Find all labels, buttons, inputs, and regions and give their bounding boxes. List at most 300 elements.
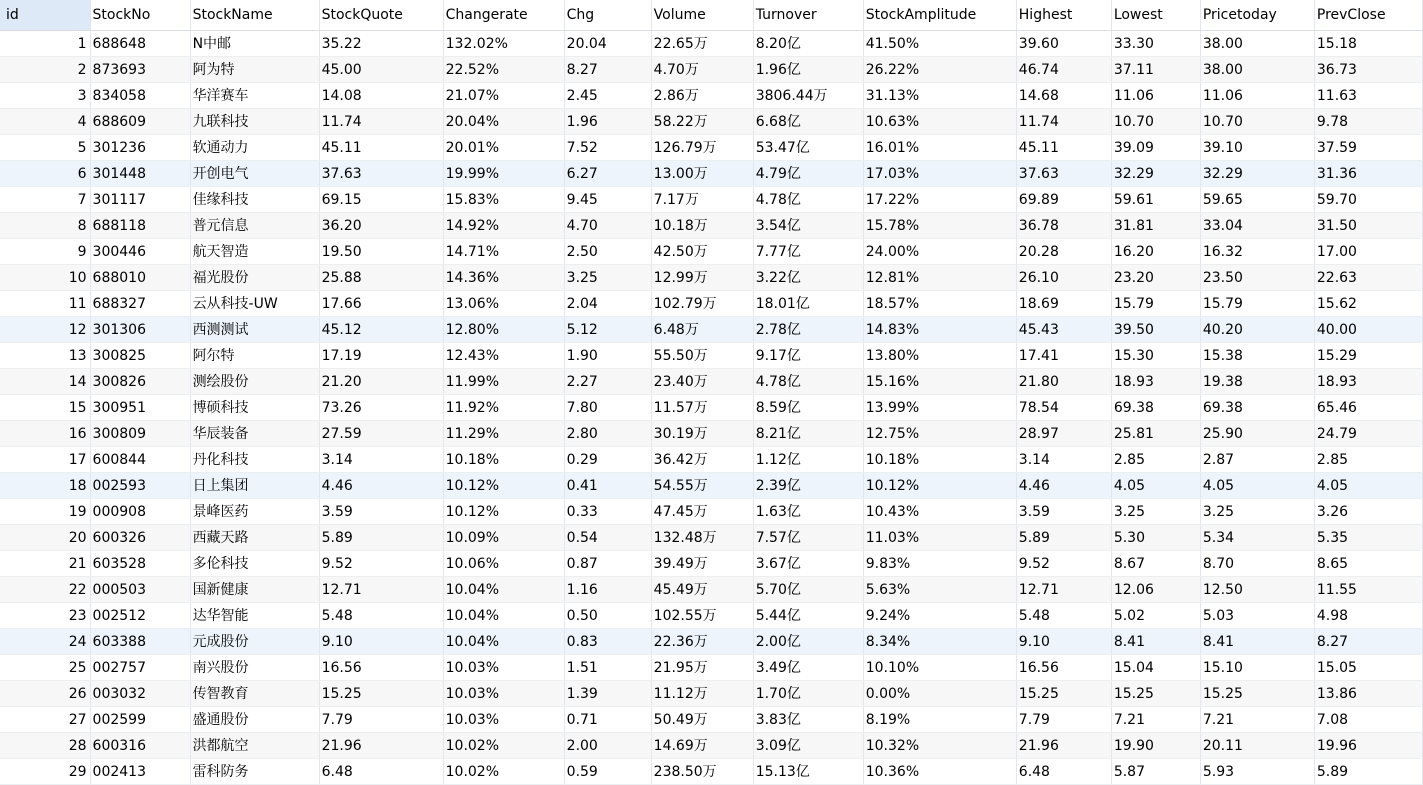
cell-stockquote[interactable]: 17.66 [319,291,443,317]
table-row[interactable] [0,655,1423,681]
cell-id[interactable]: 11 [0,291,90,317]
cell-volume[interactable]: 12.99万 [651,265,753,291]
cell-stockno[interactable]: 002757 [90,655,190,681]
cell-chg[interactable]: 1.90 [564,343,651,369]
cell-stockname[interactable]: 西藏天路 [190,525,319,551]
cell-stockname[interactable]: 南兴股份 [190,655,319,681]
cell-changerate[interactable]: 20.01% [443,135,564,161]
cell-pricetoday[interactable]: 7.21 [1200,707,1314,733]
cell-id[interactable]: 29 [0,759,90,785]
cell-pricetoday[interactable]: 5.03 [1200,603,1314,629]
cell-highest[interactable]: 7.79 [1016,707,1111,733]
cell-turnover[interactable]: 2.00亿 [753,629,863,655]
cell-turnover[interactable]: 8.59亿 [753,395,863,421]
cell-stockname[interactable]: 盛通股份 [190,707,319,733]
column-header-prevclose[interactable]: PrevClose [1314,0,1422,31]
cell-highest[interactable]: 9.52 [1016,551,1111,577]
cell-pricetoday[interactable]: 8.70 [1200,551,1314,577]
cell-stockname[interactable]: 开创电气 [190,161,319,187]
cell-pricetoday[interactable]: 15.38 [1200,343,1314,369]
cell-volume[interactable]: 6.48万 [651,317,753,343]
table-row[interactable] [0,525,1423,551]
cell-id[interactable]: 16 [0,421,90,447]
cell-prevclose[interactable]: 24.79 [1314,421,1422,447]
cell-changerate[interactable]: 14.71% [443,239,564,265]
cell-stockno[interactable]: 002599 [90,707,190,733]
cell-volume[interactable]: 2.86万 [651,83,753,109]
cell-stockname[interactable]: 西测测试 [190,317,319,343]
column-header-highest[interactable]: Highest [1016,0,1111,31]
cell-stockno[interactable]: 002413 [90,759,190,785]
cell-stockquote[interactable]: 45.00 [319,57,443,83]
cell-changerate[interactable]: 10.04% [443,629,564,655]
cell-stockno[interactable]: 000503 [90,577,190,603]
cell-prevclose[interactable]: 22.63 [1314,265,1422,291]
cell-stockno[interactable]: 834058 [90,83,190,109]
cell-turnover[interactable]: 15.13亿 [753,759,863,785]
cell-stockamplitude[interactable]: 9.83% [863,551,1016,577]
cell-stockname[interactable]: 博硕科技 [190,395,319,421]
cell-lowest[interactable]: 5.02 [1111,603,1200,629]
cell-changerate[interactable]: 10.04% [443,577,564,603]
cell-stockno[interactable]: 003032 [90,681,190,707]
cell-highest[interactable]: 14.68 [1016,83,1111,109]
cell-turnover[interactable]: 8.21亿 [753,421,863,447]
cell-prevclose[interactable]: 19.96 [1314,733,1422,759]
cell-chg[interactable]: 1.39 [564,681,651,707]
cell-changerate[interactable]: 12.43% [443,343,564,369]
cell-volume[interactable]: 13.00万 [651,161,753,187]
cell-volume[interactable]: 132.48万 [651,525,753,551]
cell-pricetoday[interactable]: 69.38 [1200,395,1314,421]
cell-id[interactable]: 18 [0,473,90,499]
cell-id[interactable]: 6 [0,161,90,187]
table-row[interactable] [0,681,1423,707]
cell-stockno[interactable]: 301236 [90,135,190,161]
cell-id[interactable]: 14 [0,369,90,395]
cell-prevclose[interactable]: 11.55 [1314,577,1422,603]
cell-pricetoday[interactable]: 5.34 [1200,525,1314,551]
cell-lowest[interactable]: 37.11 [1111,57,1200,83]
cell-stockquote[interactable]: 3.59 [319,499,443,525]
cell-stockno[interactable]: 873693 [90,57,190,83]
cell-stockno[interactable]: 301306 [90,317,190,343]
table-row[interactable] [0,31,1423,57]
cell-stockquote[interactable]: 12.71 [319,577,443,603]
cell-prevclose[interactable]: 37.59 [1314,135,1422,161]
cell-highest[interactable]: 20.28 [1016,239,1111,265]
cell-stockname[interactable]: 元成股份 [190,629,319,655]
table-row[interactable] [0,83,1423,109]
cell-chg[interactable]: 7.52 [564,135,651,161]
cell-prevclose[interactable]: 59.70 [1314,187,1422,213]
cell-volume[interactable]: 45.49万 [651,577,753,603]
cell-highest[interactable]: 3.14 [1016,447,1111,473]
cell-prevclose[interactable]: 18.93 [1314,369,1422,395]
cell-volume[interactable]: 47.45万 [651,499,753,525]
cell-stockquote[interactable]: 25.88 [319,265,443,291]
cell-turnover[interactable]: 1.12亿 [753,447,863,473]
cell-chg[interactable]: 2.00 [564,733,651,759]
cell-pricetoday[interactable]: 3.25 [1200,499,1314,525]
cell-changerate[interactable]: 10.12% [443,499,564,525]
cell-stockname[interactable]: 软通动力 [190,135,319,161]
cell-pricetoday[interactable]: 59.65 [1200,187,1314,213]
column-header-stockquote[interactable]: StockQuote [319,0,443,31]
cell-stockamplitude[interactable]: 10.36% [863,759,1016,785]
cell-prevclose[interactable]: 31.36 [1314,161,1422,187]
cell-stockno[interactable]: 600844 [90,447,190,473]
cell-stockname[interactable]: 雷科防务 [190,759,319,785]
cell-stockname[interactable]: 日上集团 [190,473,319,499]
cell-chg[interactable]: 2.45 [564,83,651,109]
cell-turnover[interactable]: 5.70亿 [753,577,863,603]
table-row[interactable] [0,421,1423,447]
cell-stockname[interactable]: 华辰装备 [190,421,319,447]
cell-id[interactable]: 13 [0,343,90,369]
cell-pricetoday[interactable]: 38.00 [1200,31,1314,57]
cell-stockno[interactable]: 688118 [90,213,190,239]
cell-id[interactable]: 26 [0,681,90,707]
cell-stockname[interactable]: 华洋赛车 [190,83,319,109]
cell-prevclose[interactable]: 65.46 [1314,395,1422,421]
column-header-chg[interactable]: Chg [564,0,651,31]
cell-stockquote[interactable]: 15.25 [319,681,443,707]
cell-highest[interactable]: 21.80 [1016,369,1111,395]
column-header-pricetoday[interactable]: Pricetoday [1200,0,1314,31]
cell-stockquote[interactable]: 21.20 [319,369,443,395]
cell-changerate[interactable]: 10.03% [443,655,564,681]
cell-chg[interactable]: 0.50 [564,603,651,629]
cell-turnover[interactable]: 9.17亿 [753,343,863,369]
cell-highest[interactable]: 78.54 [1016,395,1111,421]
cell-changerate[interactable]: 10.04% [443,603,564,629]
cell-changerate[interactable]: 13.06% [443,291,564,317]
cell-id[interactable]: 17 [0,447,90,473]
cell-pricetoday[interactable]: 5.93 [1200,759,1314,785]
cell-changerate[interactable]: 11.29% [443,421,564,447]
cell-stockname[interactable]: 普元信息 [190,213,319,239]
cell-turnover[interactable]: 8.20亿 [753,31,863,57]
cell-id[interactable]: 7 [0,187,90,213]
table-row[interactable] [0,447,1423,473]
cell-highest[interactable]: 11.74 [1016,109,1111,135]
cell-lowest[interactable]: 15.25 [1111,681,1200,707]
table-row[interactable] [0,239,1423,265]
cell-id[interactable]: 21 [0,551,90,577]
cell-lowest[interactable]: 8.67 [1111,551,1200,577]
table-row[interactable] [0,109,1423,135]
cell-prevclose[interactable]: 3.26 [1314,499,1422,525]
cell-chg[interactable]: 0.33 [564,499,651,525]
cell-id[interactable]: 20 [0,525,90,551]
cell-lowest[interactable]: 19.90 [1111,733,1200,759]
cell-stockno[interactable]: 300951 [90,395,190,421]
cell-chg[interactable]: 7.80 [564,395,651,421]
cell-highest[interactable]: 3.59 [1016,499,1111,525]
cell-changerate[interactable]: 10.03% [443,681,564,707]
table-row[interactable] [0,291,1423,317]
cell-pricetoday[interactable]: 12.50 [1200,577,1314,603]
cell-id[interactable]: 8 [0,213,90,239]
cell-stockamplitude[interactable]: 10.12% [863,473,1016,499]
cell-turnover[interactable]: 4.79亿 [753,161,863,187]
cell-lowest[interactable]: 8.41 [1111,629,1200,655]
cell-stockamplitude[interactable]: 31.13% [863,83,1016,109]
cell-chg[interactable]: 6.27 [564,161,651,187]
cell-lowest[interactable]: 31.81 [1111,213,1200,239]
cell-stockno[interactable]: 300446 [90,239,190,265]
cell-turnover[interactable]: 53.47亿 [753,135,863,161]
cell-pricetoday[interactable]: 11.06 [1200,83,1314,109]
column-header-turnover[interactable]: Turnover [753,0,863,31]
cell-chg[interactable]: 0.83 [564,629,651,655]
cell-lowest[interactable]: 3.25 [1111,499,1200,525]
cell-stockquote[interactable]: 5.89 [319,525,443,551]
cell-stockamplitude[interactable]: 15.16% [863,369,1016,395]
cell-stockquote[interactable]: 5.48 [319,603,443,629]
cell-pricetoday[interactable]: 10.70 [1200,109,1314,135]
cell-lowest[interactable]: 32.29 [1111,161,1200,187]
cell-stockname[interactable]: 达华智能 [190,603,319,629]
cell-prevclose[interactable]: 9.78 [1314,109,1422,135]
cell-lowest[interactable]: 5.30 [1111,525,1200,551]
cell-prevclose[interactable]: 15.62 [1314,291,1422,317]
cell-volume[interactable]: 11.12万 [651,681,753,707]
cell-prevclose[interactable]: 8.65 [1314,551,1422,577]
cell-stockamplitude[interactable]: 8.34% [863,629,1016,655]
cell-changerate[interactable]: 10.12% [443,473,564,499]
cell-chg[interactable]: 3.25 [564,265,651,291]
cell-pricetoday[interactable]: 20.11 [1200,733,1314,759]
cell-id[interactable]: 22 [0,577,90,603]
cell-stockamplitude[interactable]: 13.99% [863,395,1016,421]
cell-stockamplitude[interactable]: 10.43% [863,499,1016,525]
cell-changerate[interactable]: 14.92% [443,213,564,239]
column-header-volume[interactable]: Volume [651,0,753,31]
cell-changerate[interactable]: 20.04% [443,109,564,135]
cell-chg[interactable]: 2.50 [564,239,651,265]
column-header-stockno[interactable]: StockNo [90,0,190,31]
cell-changerate[interactable]: 10.02% [443,759,564,785]
cell-changerate[interactable]: 11.99% [443,369,564,395]
cell-prevclose[interactable]: 4.98 [1314,603,1422,629]
cell-volume[interactable]: 58.22万 [651,109,753,135]
cell-stockno[interactable]: 300826 [90,369,190,395]
cell-lowest[interactable]: 12.06 [1111,577,1200,603]
cell-highest[interactable]: 15.25 [1016,681,1111,707]
cell-highest[interactable]: 46.74 [1016,57,1111,83]
cell-stockquote[interactable]: 21.96 [319,733,443,759]
cell-stockquote[interactable]: 73.26 [319,395,443,421]
cell-stockamplitude[interactable]: 15.78% [863,213,1016,239]
cell-pricetoday[interactable]: 39.10 [1200,135,1314,161]
cell-stockname[interactable]: 阿尔特 [190,343,319,369]
cell-turnover[interactable]: 7.77亿 [753,239,863,265]
table-row[interactable] [0,213,1423,239]
table-row[interactable] [0,499,1423,525]
cell-lowest[interactable]: 5.87 [1111,759,1200,785]
cell-stockno[interactable]: 300809 [90,421,190,447]
cell-chg[interactable]: 0.41 [564,473,651,499]
cell-prevclose[interactable]: 40.00 [1314,317,1422,343]
table-row[interactable] [0,577,1423,603]
cell-id[interactable]: 25 [0,655,90,681]
cell-pricetoday[interactable]: 4.05 [1200,473,1314,499]
cell-stockname[interactable]: 丹化科技 [190,447,319,473]
cell-stockname[interactable]: 九联科技 [190,109,319,135]
cell-highest[interactable]: 16.56 [1016,655,1111,681]
cell-stockamplitude[interactable]: 18.57% [863,291,1016,317]
cell-stockamplitude[interactable]: 10.32% [863,733,1016,759]
cell-id[interactable]: 5 [0,135,90,161]
cell-lowest[interactable]: 25.81 [1111,421,1200,447]
cell-volume[interactable]: 55.50万 [651,343,753,369]
cell-highest[interactable]: 21.96 [1016,733,1111,759]
cell-stockamplitude[interactable]: 14.83% [863,317,1016,343]
cell-chg[interactable]: 0.87 [564,551,651,577]
table-row[interactable] [0,629,1423,655]
cell-stockquote[interactable]: 37.63 [319,161,443,187]
cell-lowest[interactable]: 16.20 [1111,239,1200,265]
cell-volume[interactable]: 23.40万 [651,369,753,395]
cell-lowest[interactable]: 7.21 [1111,707,1200,733]
cell-volume[interactable]: 39.49万 [651,551,753,577]
cell-stockname[interactable]: 测绘股份 [190,369,319,395]
cell-turnover[interactable]: 1.96亿 [753,57,863,83]
cell-turnover[interactable]: 2.39亿 [753,473,863,499]
cell-highest[interactable]: 26.10 [1016,265,1111,291]
cell-stockname[interactable]: 阿为特 [190,57,319,83]
cell-pricetoday[interactable]: 15.25 [1200,681,1314,707]
cell-highest[interactable]: 17.41 [1016,343,1111,369]
table-row[interactable] [0,733,1423,759]
cell-stockamplitude[interactable]: 26.22% [863,57,1016,83]
cell-turnover[interactable]: 4.78亿 [753,369,863,395]
cell-volume[interactable]: 11.57万 [651,395,753,421]
cell-prevclose[interactable]: 2.85 [1314,447,1422,473]
cell-stockamplitude[interactable]: 13.80% [863,343,1016,369]
cell-volume[interactable]: 126.79万 [651,135,753,161]
table-row[interactable] [0,161,1423,187]
cell-highest[interactable]: 37.63 [1016,161,1111,187]
table-row[interactable] [0,759,1423,785]
cell-stockquote[interactable]: 36.20 [319,213,443,239]
cell-stockquote[interactable]: 11.74 [319,109,443,135]
cell-stockquote[interactable]: 3.14 [319,447,443,473]
cell-pricetoday[interactable]: 33.04 [1200,213,1314,239]
cell-pricetoday[interactable]: 38.00 [1200,57,1314,83]
cell-prevclose[interactable]: 15.18 [1314,31,1422,57]
cell-lowest[interactable]: 15.79 [1111,291,1200,317]
cell-turnover[interactable]: 1.63亿 [753,499,863,525]
cell-chg[interactable]: 0.54 [564,525,651,551]
cell-prevclose[interactable]: 4.05 [1314,473,1422,499]
cell-changerate[interactable]: 10.02% [443,733,564,759]
cell-changerate[interactable]: 10.03% [443,707,564,733]
table-row[interactable] [0,369,1423,395]
cell-id[interactable]: 19 [0,499,90,525]
table-row[interactable] [0,603,1423,629]
cell-chg[interactable]: 20.04 [564,31,651,57]
cell-stockamplitude[interactable]: 10.10% [863,655,1016,681]
cell-changerate[interactable]: 21.07% [443,83,564,109]
cell-stockname[interactable]: 航天智造 [190,239,319,265]
cell-highest[interactable]: 45.43 [1016,317,1111,343]
cell-stockno[interactable]: 600316 [90,733,190,759]
table-row[interactable] [0,551,1423,577]
cell-stockno[interactable]: 603388 [90,629,190,655]
cell-pricetoday[interactable]: 8.41 [1200,629,1314,655]
cell-pricetoday[interactable]: 16.32 [1200,239,1314,265]
cell-volume[interactable]: 102.55万 [651,603,753,629]
cell-chg[interactable]: 0.59 [564,759,651,785]
cell-id[interactable]: 15 [0,395,90,421]
cell-lowest[interactable]: 69.38 [1111,395,1200,421]
cell-stockname[interactable]: N中邮 [190,31,319,57]
cell-stockamplitude[interactable]: 5.63% [863,577,1016,603]
cell-stockname[interactable]: 洪都航空 [190,733,319,759]
table-row[interactable] [0,473,1423,499]
cell-changerate[interactable]: 19.99% [443,161,564,187]
cell-pricetoday[interactable]: 23.50 [1200,265,1314,291]
cell-stockamplitude[interactable]: 12.75% [863,421,1016,447]
cell-stockquote[interactable]: 35.22 [319,31,443,57]
cell-id[interactable]: 9 [0,239,90,265]
cell-turnover[interactable]: 3806.44万 [753,83,863,109]
cell-changerate[interactable]: 11.92% [443,395,564,421]
column-header-stockamplitude[interactable]: StockAmplitude [863,0,1016,31]
cell-turnover[interactable]: 3.49亿 [753,655,863,681]
cell-stockname[interactable]: 传智教育 [190,681,319,707]
cell-stockquote[interactable]: 9.10 [319,629,443,655]
table-row[interactable] [0,265,1423,291]
cell-lowest[interactable]: 10.70 [1111,109,1200,135]
table-row[interactable] [0,317,1423,343]
cell-changerate[interactable]: 132.02% [443,31,564,57]
cell-chg[interactable]: 1.16 [564,577,651,603]
cell-lowest[interactable]: 11.06 [1111,83,1200,109]
cell-stockno[interactable]: 300825 [90,343,190,369]
cell-changerate[interactable]: 14.36% [443,265,564,291]
cell-prevclose[interactable]: 31.50 [1314,213,1422,239]
cell-stockquote[interactable]: 45.12 [319,317,443,343]
cell-stockname[interactable]: 国新健康 [190,577,319,603]
cell-prevclose[interactable]: 36.73 [1314,57,1422,83]
cell-highest[interactable]: 12.71 [1016,577,1111,603]
cell-stockname[interactable]: 景峰医药 [190,499,319,525]
cell-turnover[interactable]: 3.22亿 [753,265,863,291]
cell-chg[interactable]: 2.04 [564,291,651,317]
cell-id[interactable]: 12 [0,317,90,343]
cell-stockamplitude[interactable]: 10.18% [863,447,1016,473]
cell-stockquote[interactable]: 16.56 [319,655,443,681]
cell-chg[interactable]: 0.29 [564,447,651,473]
cell-turnover[interactable]: 6.68亿 [753,109,863,135]
cell-stockno[interactable]: 301117 [90,187,190,213]
cell-stockno[interactable]: 600326 [90,525,190,551]
cell-lowest[interactable]: 4.05 [1111,473,1200,499]
cell-stockquote[interactable]: 27.59 [319,421,443,447]
cell-id[interactable]: 2 [0,57,90,83]
cell-lowest[interactable]: 59.61 [1111,187,1200,213]
cell-volume[interactable]: 21.95万 [651,655,753,681]
cell-changerate[interactable]: 10.18% [443,447,564,473]
cell-id[interactable]: 4 [0,109,90,135]
cell-changerate[interactable]: 10.09% [443,525,564,551]
cell-lowest[interactable]: 39.09 [1111,135,1200,161]
cell-stockno[interactable]: 688327 [90,291,190,317]
